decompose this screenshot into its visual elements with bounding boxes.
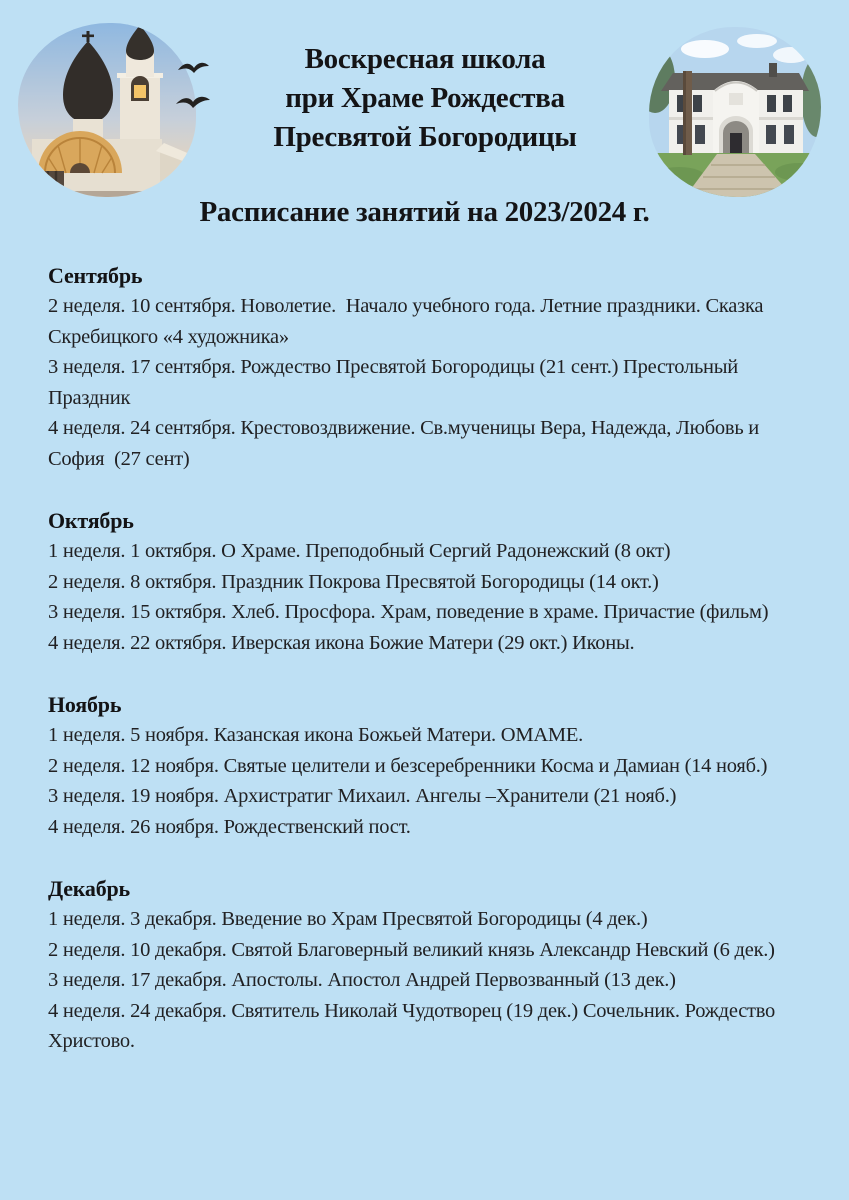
title-line-1: Воскресная школа <box>304 43 546 75</box>
church-photo-image <box>18 23 196 197</box>
schedule-entry: 1 неделя. 1 октября. О Храме. Преподобный Сергий Радонежский (8 окт) <box>48 540 671 562</box>
schedule-entry: 1 неделя. 3 декабря. Введение во Храм Пресвятой Богородицы (4 дек.) <box>48 908 648 930</box>
church-photo <box>18 23 196 197</box>
month-entries <box>48 291 808 474</box>
month-entries <box>48 904 808 1057</box>
schedule-entry: 4 неделя. 24 декабря. Святитель Николай Чудотворец (19 дек.) Сочельник. Рождество Христово. <box>48 999 780 1052</box>
month-title: Сентябрь <box>48 263 143 288</box>
schedule-entry: 2 неделя. 10 сентября. Новолетие. Начало учебного года. Летние праздники. Сказка Скребицкого «4 художника» <box>48 295 769 348</box>
month-section <box>48 689 808 842</box>
month-title: Декабрь <box>48 876 130 901</box>
school-building-photo <box>649 27 821 197</box>
schedule-entry: 4 неделя. 26 ноября. Рождественский пост. <box>48 815 411 838</box>
schedule-entry: 2 неделя. 8 октября. Праздник Покрова Пресвятой Богородицы (14 окт.) <box>48 570 659 593</box>
schedule-entry: 4 неделя. 24 сентября. Крестовоздвижение. Св.мученицы Вера, Надежда, Любовь и София (27 сент) <box>48 417 764 470</box>
page-title <box>205 40 645 157</box>
schedule-entry: 1 неделя. 5 ноября. Казанская икона Божьей Матери. ОМАМЕ. <box>48 724 584 746</box>
schedule <box>48 260 808 1088</box>
month-section <box>48 505 808 658</box>
schedule-subtitle: Расписание занятий на 2023/2024 г. <box>199 196 650 228</box>
schedule-entry: 4 неделя. 22 октября. Иверская икона Божие Матери (29 окт.) Иконы. <box>48 631 635 654</box>
month-section <box>48 873 808 1057</box>
title-line-2: при Храме Рождества <box>285 82 565 114</box>
schedule-entry: 3 неделя. 19 ноября. Архистратиг Михаил. Ангелы –Хранители (21 нояб.) <box>48 785 677 807</box>
schedule-entry: 3 неделя. 17 сентября. Рождество Пресвятой Богородицы (21 сент.) Престольный Праздник <box>48 356 743 409</box>
month-entries <box>48 536 808 658</box>
month-section <box>48 260 808 474</box>
schedule-entry: 3 неделя. 15 октября. Хлеб. Просфора. Храм, поведение в храме. Причастие (фильм) <box>48 601 769 623</box>
schedule-entry: 3 неделя. 17 декабря. Апостолы. Апостол Андрей Первозванный (13 дек.) <box>48 969 676 991</box>
title-line-3: Пресвятой Богородицы <box>273 121 577 153</box>
month-title: Ноябрь <box>48 692 122 717</box>
schedule-entry: 2 неделя. 10 декабря. Святой Благоверный великий князь Александр Невский (6 дек.) <box>48 938 775 961</box>
month-title: Октябрь <box>48 508 134 533</box>
month-entries <box>48 720 808 842</box>
school-building-image <box>649 27 821 197</box>
schedule-entry: 2 неделя. 12 ноября. Святые целители и безсеребренники Косма и Дамиан (14 нояб.) <box>48 754 768 777</box>
